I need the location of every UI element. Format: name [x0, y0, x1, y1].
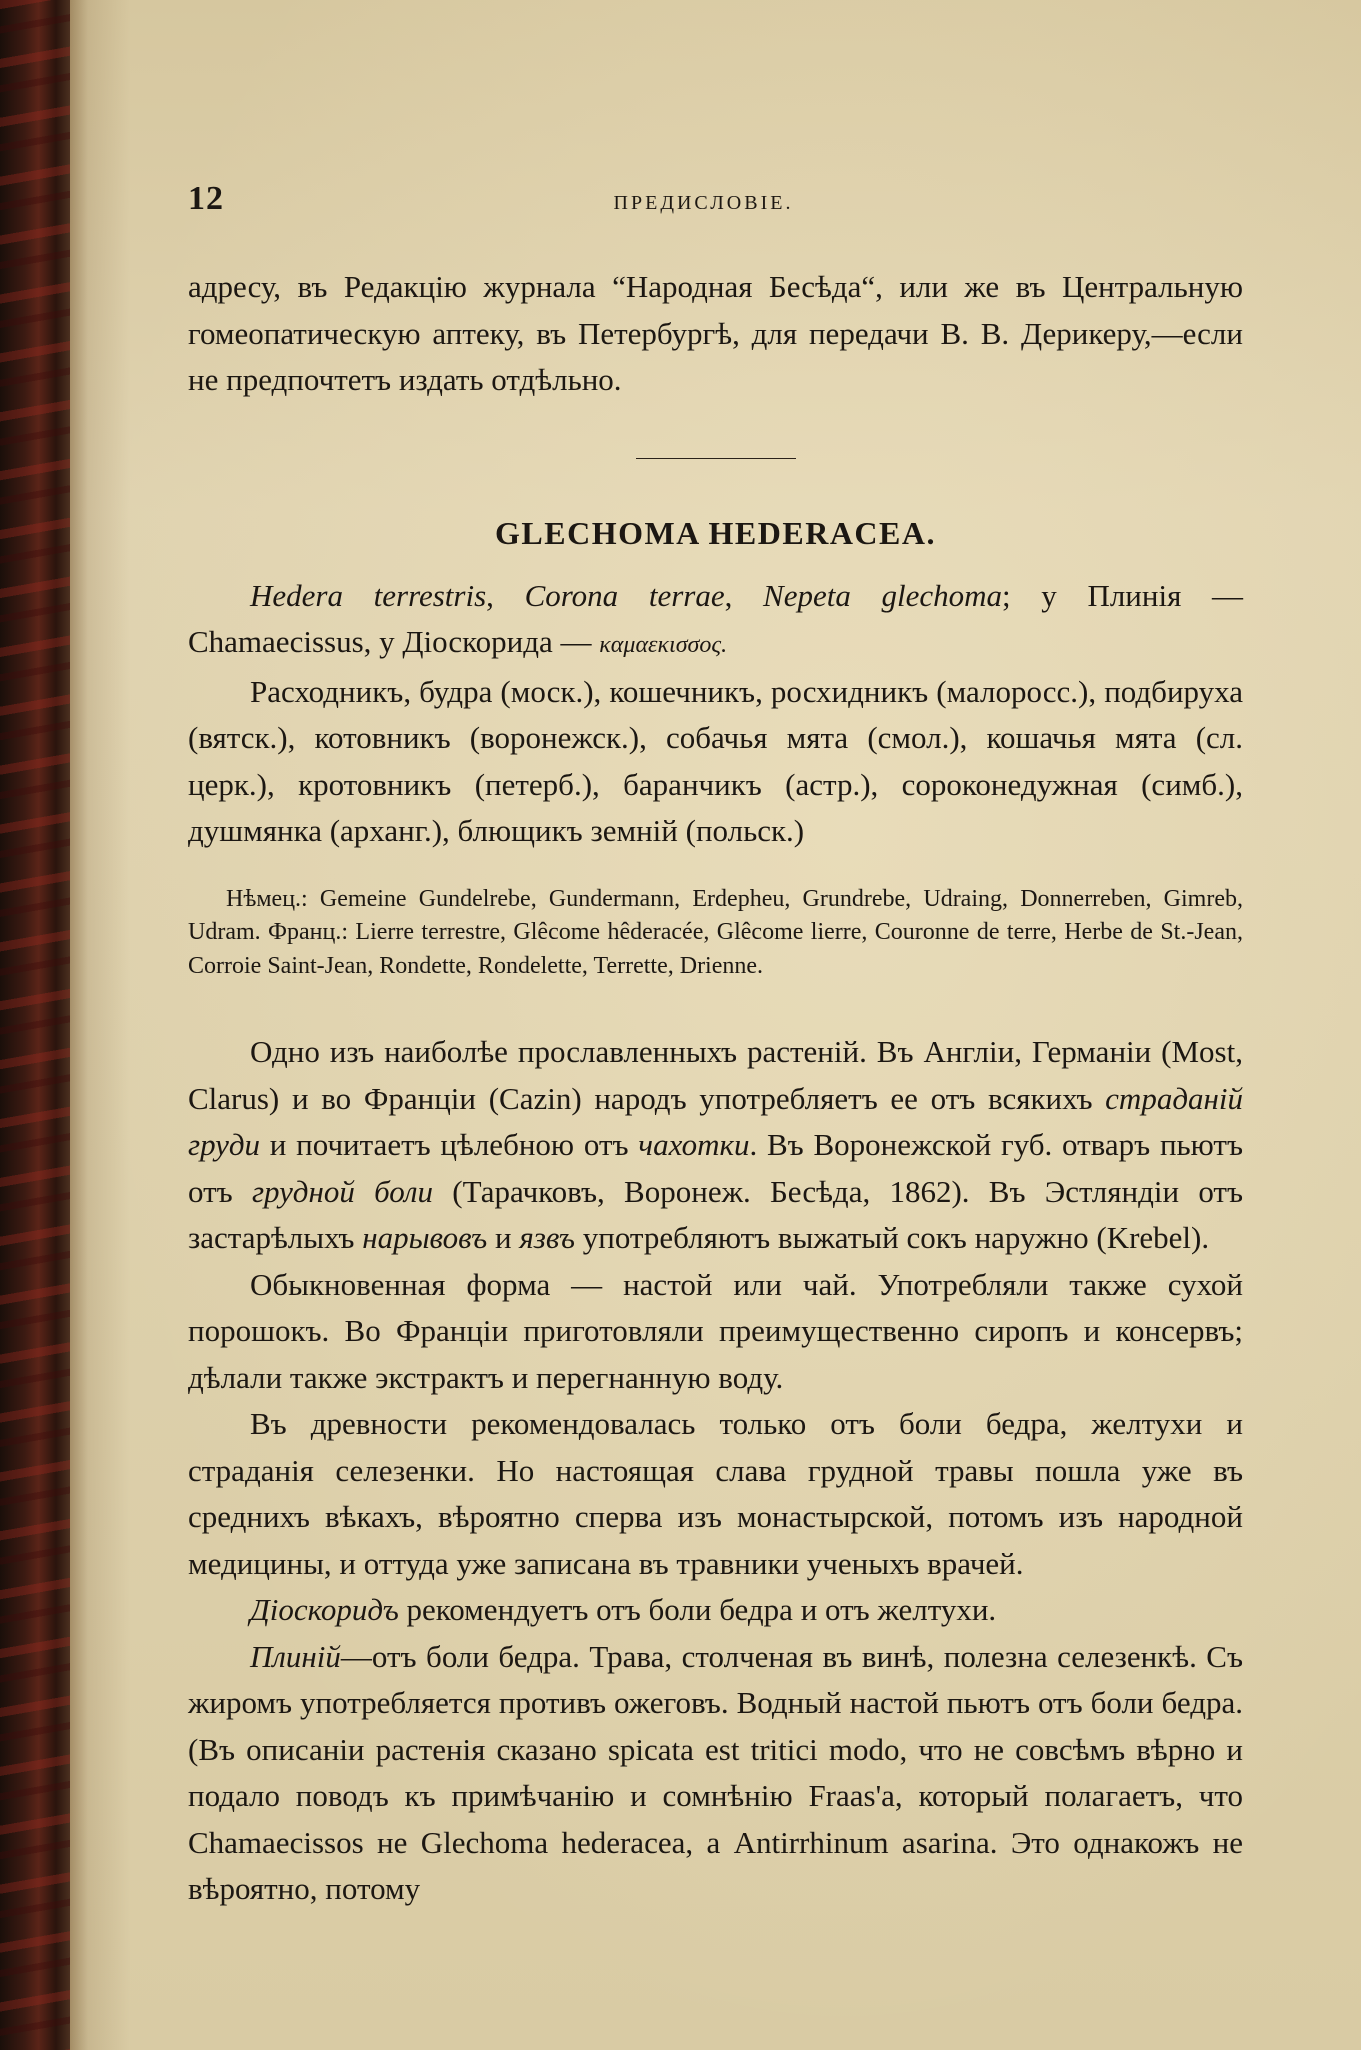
synonym-corona: Corona terrae: [524, 577, 725, 613]
usage-text-d: (Тарачковъ, Воронеж. Бесѣда, 1862). Въ Эстляндіи отъ застарѣлыхъ: [188, 1173, 1243, 1255]
dioscorides-text: рекомендуетъ отъ боли бедра и отъ желтухи.: [398, 1592, 997, 1627]
section-divider: [636, 458, 796, 459]
usage-text-e: и: [487, 1220, 520, 1255]
intro-paragraph: адресу, въ Редакцію журнала “Народная Бесѣда“, или же въ Центральную гомеопатическую аптеку, въ Петербургѣ, для передачи В. В. Дерикеру,—если не предпочтетъ издать отдѣльно.: [188, 269, 1243, 397]
usage-text-b: и почитаетъ цѣлебною отъ: [260, 1127, 639, 1162]
usage-chest-ailments: страданій груди: [188, 1080, 1243, 1162]
paragraph-forms: Обыкновенная форма — настой или чай. Употребляли также сухой порошокъ. Во Франціи приготовляли преимущественно сиропъ и консервъ; дѣлали также экстрактъ и перегнанную воду.: [188, 1266, 1243, 1395]
synonym-hedera: Hedera terrestris: [250, 577, 487, 613]
usage-text-f: употребляютъ выжатый сокъ наружно (Krebel).: [575, 1220, 1210, 1255]
usage-text-c: . Въ Воронежской губ. отваръ пьютъ отъ: [188, 1127, 1244, 1209]
latin-synonyms: [188, 573, 1243, 669]
synonym-sep-1: ,: [486, 577, 525, 613]
author-dioscorides: Діоскоридъ: [250, 1592, 399, 1627]
usage-abscesses: нарывовъ: [362, 1220, 488, 1255]
usage-text-a: Одно изъ наиболѣе прославленныхъ растеній. Въ Англіи, Германіи (Most, Clarus) и во Франціи (Cazin) народъ употребляетъ ее отъ всякихъ: [188, 1034, 1243, 1116]
page-number: 12: [188, 180, 224, 217]
author-plinius: Плиній: [250, 1638, 341, 1674]
paragraph-plinius: [188, 1634, 1243, 1913]
book-page: [70, 0, 1361, 2050]
page-content: [188, 180, 1243, 1913]
running-head: ПРЕДИСЛОВІЕ.: [613, 192, 794, 214]
synonym-plinius: ; у Плинія — Chamaecissus, у Діоскорида —: [188, 577, 1244, 659]
folk-names-paragraph: Расходникъ, будра (моск.), кошечникъ, росхидникъ (малоросс.), подбируха (вятск.), котовникъ (воронежск.), собачья мята (смол.), кошачья мята (сл. церк.), кротовникъ (петерб.), баранчикъ (астр.), сороконедужная (симб.), душмянка (арханг.), блющикъ земній (польск.): [188, 673, 1243, 848]
paragraph-history: Въ древности рекомендовалась только отъ боли бедра, желтухи и страданія селезенки. Но настоящая слава грудной травы пошла уже въ среднихъ вѣкахъ, вѣроятно сперва изъ монастырской, потомъ изъ народной медицины, и оттуда уже записана въ травники ученыхъ врачей.: [188, 1406, 1243, 1581]
article-title: GLECHOMA HEDERACEA.: [495, 514, 936, 551]
synonym-nepeta: Nepeta glechoma: [763, 577, 1003, 613]
page-header: [188, 180, 1243, 220]
usage-ulcers: язвъ: [519, 1220, 575, 1255]
synonym-sep-2: ,: [724, 577, 764, 613]
usage-consumption: чахотки: [638, 1127, 750, 1162]
usage-chest-pain: грудной боли: [251, 1173, 434, 1209]
paragraph-usage: [188, 1029, 1243, 1262]
book-binding: [0, 0, 70, 2050]
foreign-names-note: Нѣмец.: Gemeine Gundelrebe, Gundermann, Erdepheu, Grundrebe, Udraing, Donnerreben, Gimreb, Udram. Франц.: Lierre terrestre, Glêcome hêderacée, Glêcome lierre, Couronne de terre, Herbe de St.-Jean, Corroie Saint-Jean, Rondette, Rondelette, Terrette, Drienne.: [188, 885, 1243, 979]
paragraph-dioscorides: [188, 1587, 1243, 1634]
synonym-greek: καμαεκισσος.: [599, 632, 728, 658]
plinius-text: —отъ боли бедра. Трава, столченая въ винѣ, полезна селезенкѣ. Съ жиромъ употребляется противъ ожеговъ. Водный настой пьютъ отъ боли бедра. (Въ описаніи растенія сказано spicata est tritici modo, что не совсѣмъ вѣрно и подало поводъ къ примѣчанію и сомнѣнію Fraas'а, который полагаетъ, что Chamaecissos не Glechoma hederacea, а Antirrhinum asarina. Это однакожъ не вѣроятно, потому: [188, 1638, 1243, 1906]
